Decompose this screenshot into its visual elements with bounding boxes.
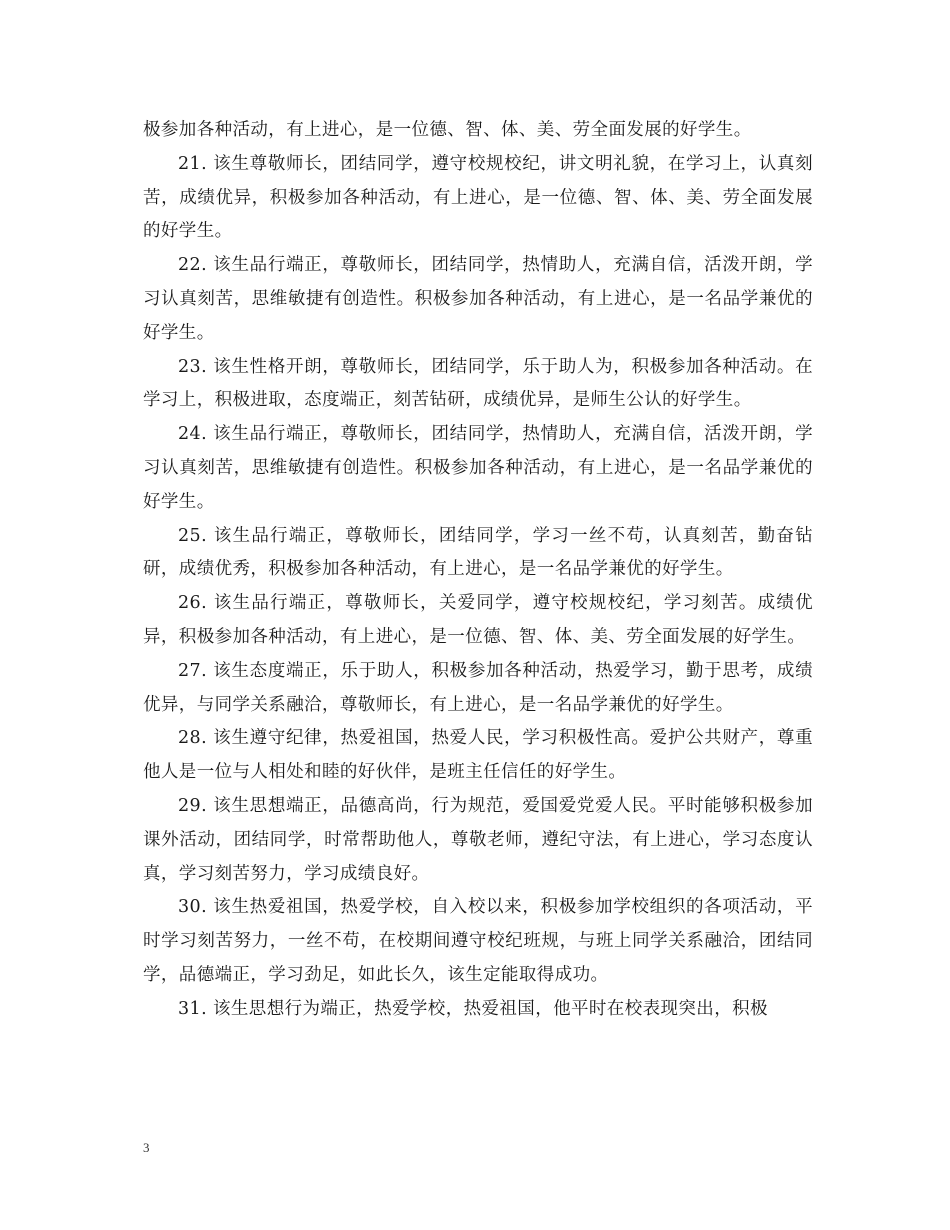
- paragraph-31: 31. 该生思想行为端正，热爱学校，热爱祖国，他平时在校表现突出，积极: [178, 998, 768, 1019]
- paragraph-25: 25. 该生品行端正，尊敬师长，团结同学，学习一丝不苟，认真刻苦，勤奋钻研，成绩优秀，积极参加各种活动，有上进心，是一名品学兼优的好学生。: [143, 525, 813, 580]
- document-body: [143, 114, 813, 1027]
- paragraph-29: 29. 该生思想端正，品德高尚，行为规范，爱国爱党爱人民。平时能够积极参加课外活动，团结同学，时常帮助他人，尊敬老师，遵纪守法，有上进心，学习态度认真，学习刻苦努力，学习成绩良好。: [143, 795, 813, 884]
- paragraph-28: 28. 该生遵守纪律，热爱祖国，热爱人民，学习积极性高。爱护公共财产，尊重他人是一位与人相处和睦的好伙伴，是班主任信任的好学生。: [143, 728, 813, 783]
- paragraph-24: 24. 该生品行端正，尊敬师长，团结同学，热情助人，充满自信，活泼开朗，学习认真刻苦，思维敏捷有创造性。积极参加各种活动，有上进心，是一名品学兼优的好学生。: [143, 424, 813, 512]
- paragraph-26: 26. 该生品行端正，尊敬师长，关爱同学，遵守校规校纪，学习刻苦。成绩优异，积极参加各种活动，有上进心，是一位德、智、体、美、劳全面发展的好学生。: [143, 593, 813, 647]
- paragraph-continued: 极参加各种活动，有上进心，是一位德、智、体、美、劳全面发展的好学生。: [143, 120, 752, 140]
- paragraph-22: 22. 该生品行端正，尊敬师长，团结同学，热情助人，充满自信，活泼开朗，学习认真刻苦，思维敏捷有创造性。积极参加各种活动，有上进心，是一名品学兼优的好学生。: [143, 255, 813, 343]
- paragraph-30: 30. 该生热爱祖国，热爱学校，自入校以来，积极参加学校组织的各项活动，平时学习刻苦努力，一丝不苟，在校期间遵守校纪班规，与班上同学关系融洽，团结同学，品德端正，学习劲足，如此长久，该生定能取得成功。: [143, 897, 813, 985]
- page-number: 3: [143, 1140, 150, 1155]
- paragraph-27: 27. 该生态度端正，乐于助人，积极参加各种活动，热爱学习，勤于思考，成绩优异，与同学关系融洽，尊敬师长，有上进心，是一名品学兼优的好学生。: [143, 660, 813, 715]
- paragraph-21: 21. 该生尊敬师长，团结同学，遵守校规校纪，讲文明礼貌，在学习上，认真刻苦，成绩优异，积极参加各种活动，有上进心，是一位德、智、体、美、劳全面发展的好学生。: [143, 153, 813, 242]
- paragraph-23: 23. 该生性格开朗，尊敬师长，团结同学，乐于助人为，积极参加各种活动。在学习上，积极进取，态度端正，刻苦钻研，成绩优异，是师生公认的好学生。: [143, 356, 813, 411]
